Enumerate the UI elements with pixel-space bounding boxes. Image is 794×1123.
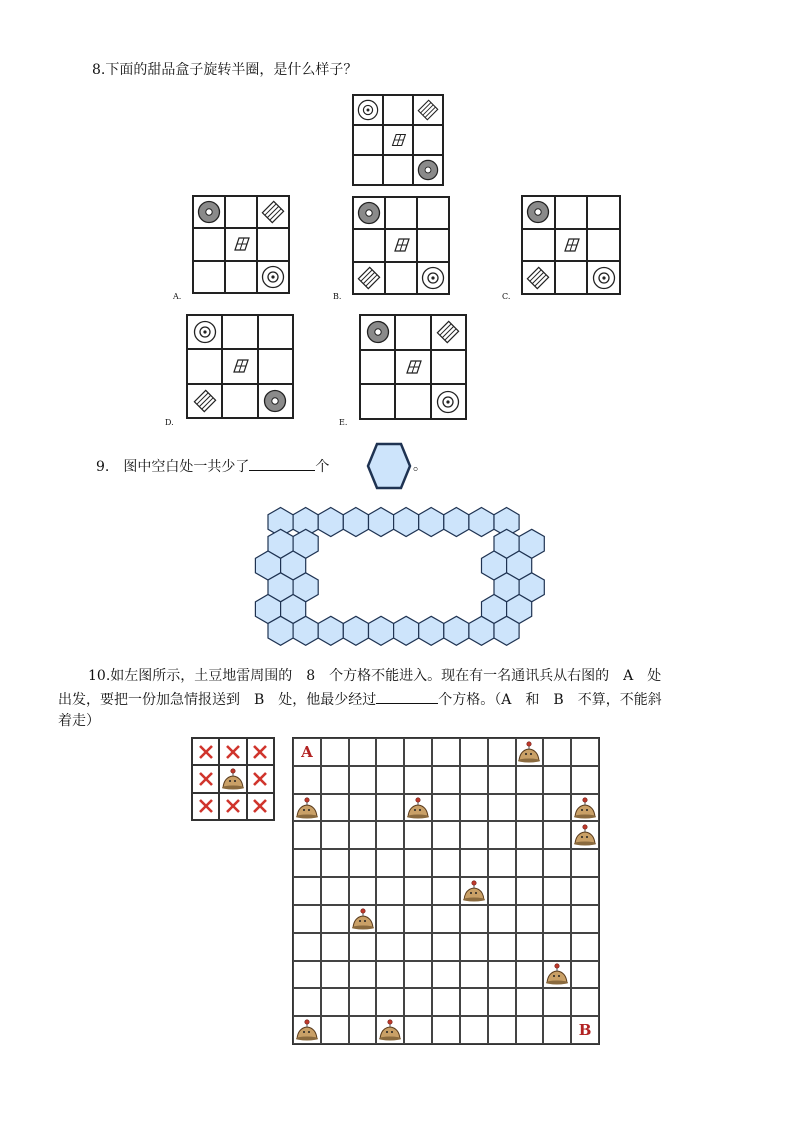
minefield-cell — [460, 794, 488, 822]
grid-cell — [193, 228, 225, 260]
minefield-cell — [571, 988, 599, 1016]
minefield-cell — [460, 849, 488, 877]
minefield-cell — [488, 738, 516, 766]
minefield-cell — [460, 988, 488, 1016]
ring-donut-icon — [436, 390, 460, 414]
minefield-cell — [349, 738, 377, 766]
minefield-cell — [404, 988, 432, 1016]
blocked-x-icon — [192, 793, 219, 820]
minefield-cell — [571, 738, 599, 766]
q10-line2 — [58, 689, 662, 710]
grid-cell — [417, 262, 449, 294]
waffle-icon — [559, 233, 583, 257]
minefield-cell — [293, 766, 321, 794]
grid-cell — [222, 384, 257, 418]
minefield-cell — [571, 766, 599, 794]
q8-option-c-label: C. — [502, 292, 511, 301]
hexagon-cell — [318, 508, 343, 537]
minefield-cell — [516, 794, 544, 822]
grid-cell — [360, 350, 395, 385]
minefield-cell — [571, 933, 599, 961]
minefield-cell — [293, 877, 321, 905]
grid-cell — [193, 196, 225, 228]
grid-cell — [587, 229, 620, 262]
grid-cell — [587, 196, 620, 229]
minefield-cell — [293, 961, 321, 989]
grid-cell — [225, 261, 257, 293]
minefield-cell — [516, 988, 544, 1016]
grid-cell — [258, 315, 293, 349]
blocked-x-icon — [247, 793, 274, 820]
minefield-cell — [460, 1016, 488, 1044]
minefield-cell — [432, 849, 460, 877]
minefield-cell — [349, 877, 377, 905]
grid-cell — [395, 384, 430, 419]
grid-cell — [522, 196, 555, 229]
striped-bar-icon — [526, 266, 550, 290]
grid-cell — [360, 384, 395, 419]
grid-cell — [413, 95, 443, 125]
grid-cell — [587, 261, 620, 294]
minefield-cell — [321, 794, 349, 822]
minefield-cell — [543, 933, 571, 961]
minefield-cell — [404, 1016, 432, 1044]
grid-cell — [383, 95, 413, 125]
potato-mine-icon — [219, 765, 246, 792]
grid-cell — [258, 384, 293, 418]
q9-text — [96, 456, 329, 477]
hexagon-cell — [419, 508, 444, 537]
hexagon-cell — [419, 616, 444, 645]
minefield-cell — [404, 766, 432, 794]
waffle-icon — [387, 129, 409, 151]
grid-cell — [522, 229, 555, 262]
potato-mine-icon — [460, 877, 488, 905]
q8-option-b-label: B. — [333, 292, 342, 301]
hexagon-cell — [394, 508, 419, 537]
grid-cell — [431, 350, 466, 385]
minefield-cell — [460, 766, 488, 794]
striped-bar-icon — [193, 389, 217, 413]
q10-line3: 着走） — [58, 713, 100, 729]
minefield-cell — [349, 1016, 377, 1044]
grey-donut-icon — [417, 159, 439, 181]
mine-zone-grid — [191, 737, 275, 821]
q8-option-a-grid — [192, 195, 290, 294]
grid-cell — [257, 261, 289, 293]
minefield-cell — [516, 877, 544, 905]
blocked-x-icon — [247, 738, 274, 765]
grid-cell — [257, 196, 289, 228]
minefield-cell — [516, 961, 544, 989]
minefield-cell — [488, 766, 516, 794]
minefield-cell — [293, 933, 321, 961]
minefield-cell — [376, 933, 404, 961]
minefield-cell — [432, 905, 460, 933]
minefield-cell — [321, 877, 349, 905]
minefield-cell — [293, 905, 321, 933]
striped-bar-icon — [436, 320, 460, 344]
blocked-x-icon — [192, 765, 219, 792]
minefield-cell — [293, 988, 321, 1016]
minefield-cell — [488, 794, 516, 822]
minefield-cell — [571, 877, 599, 905]
minefield-cell — [571, 905, 599, 933]
potato-mine-icon — [404, 794, 432, 822]
blocked-x-icon — [219, 793, 246, 820]
potato-mine-icon — [293, 1016, 321, 1044]
grid-cell — [222, 315, 257, 349]
grid-cell — [353, 262, 385, 294]
grid-cell — [555, 196, 588, 229]
q8-option-d-label: D. — [165, 418, 174, 427]
q8-option-c-grid — [521, 195, 621, 295]
potato-mine-icon — [543, 961, 571, 989]
minefield-cell — [516, 849, 544, 877]
minefield-cell — [321, 738, 349, 766]
q10-line2b: 个方格。（A 和 B 不算，不能斜 — [438, 692, 662, 708]
minefield-cell — [349, 849, 377, 877]
grid-cell — [431, 315, 466, 350]
grid-cell — [431, 384, 466, 419]
minefield-cell — [376, 905, 404, 933]
minefield-cell — [376, 849, 404, 877]
potato-mine-icon — [349, 905, 377, 933]
grid-cell — [187, 349, 222, 383]
grid-cell — [225, 196, 257, 228]
q9-answer-blank[interactable] — [249, 456, 315, 471]
minefield-cell — [432, 821, 460, 849]
grid-cell — [555, 261, 588, 294]
minefield-cell — [321, 988, 349, 1016]
minefield-cell — [460, 821, 488, 849]
q8-option-b-grid — [352, 196, 450, 295]
minefield-cell — [432, 933, 460, 961]
hexagon-cell — [369, 508, 394, 537]
minefield-cell — [460, 905, 488, 933]
q10-line1: 10.如左图所示，土豆地雷周围的 8 个方格不能进入。现在有一名通讯兵从右图的 A 处 — [88, 668, 662, 684]
minefield-cell — [376, 794, 404, 822]
grid-cell — [353, 95, 383, 125]
minefield-cell — [516, 905, 544, 933]
grid-cell — [413, 125, 443, 155]
grid-cell — [353, 155, 383, 185]
minefield-cell — [404, 738, 432, 766]
minefield-cell — [516, 933, 544, 961]
minefield-cell — [321, 1016, 349, 1044]
minefield-cell — [460, 961, 488, 989]
grey-donut-icon — [197, 200, 221, 224]
grey-donut-icon — [526, 200, 550, 224]
waffle-icon — [401, 355, 425, 379]
minefield-cell — [516, 821, 544, 849]
potato-mine-icon — [571, 794, 599, 822]
blocked-x-icon — [247, 765, 274, 792]
grid-cell — [383, 125, 413, 155]
grid-cell — [383, 155, 413, 185]
ring-donut-icon — [592, 266, 616, 290]
minefield-cell — [543, 1016, 571, 1044]
grid-cell — [257, 228, 289, 260]
waffle-icon — [228, 354, 252, 378]
minefield-cell — [543, 738, 571, 766]
minefield-cell — [488, 933, 516, 961]
q8-option-a-label: A. — [173, 292, 182, 301]
hexagon-cell — [394, 616, 419, 645]
minefield-cell — [404, 905, 432, 933]
minefield-cell — [376, 738, 404, 766]
minefield-cell — [516, 1016, 544, 1044]
end-point-b: B — [578, 1021, 592, 1040]
grid-cell — [395, 315, 430, 350]
grid-cell — [187, 315, 222, 349]
minefield-cell — [349, 766, 377, 794]
minefield-cell — [376, 821, 404, 849]
minefield-cell — [432, 961, 460, 989]
grid-cell — [385, 197, 417, 229]
q10-line2a: 出发，要把一份加急情报送到 B 处，他最少经过 — [58, 692, 377, 708]
minefield-cell — [488, 849, 516, 877]
blocked-x-icon — [219, 738, 246, 765]
hexagon-cell — [444, 508, 469, 537]
q9-end: 。 — [413, 458, 427, 474]
minefield-cell — [293, 821, 321, 849]
minefield-cell — [404, 933, 432, 961]
minefield-cell — [321, 905, 349, 933]
minefield-cell — [571, 1016, 599, 1044]
minefield-cell — [376, 877, 404, 905]
q8-option-d-grid — [186, 314, 294, 419]
minefield-cell — [432, 766, 460, 794]
minefield-cell — [293, 849, 321, 877]
grid-cell — [225, 228, 257, 260]
grid-cell — [353, 229, 385, 261]
minefield-cell — [432, 1016, 460, 1044]
grey-donut-icon — [357, 201, 381, 225]
grid-cell — [385, 229, 417, 261]
minefield-cell — [543, 821, 571, 849]
minefield-cell — [404, 821, 432, 849]
grid-cell — [413, 155, 443, 185]
q10-answer-blank[interactable] — [376, 689, 438, 704]
minefield-cell — [543, 988, 571, 1016]
minefield-cell — [349, 933, 377, 961]
grid-cell — [222, 349, 257, 383]
minefield-cell — [488, 877, 516, 905]
minefield-cell — [321, 849, 349, 877]
minefield-cell — [432, 877, 460, 905]
hexagon-cell — [318, 616, 343, 645]
potato-mine-icon — [376, 1016, 404, 1044]
minefield-cell — [321, 933, 349, 961]
grid-cell — [417, 197, 449, 229]
minefield-cell — [321, 821, 349, 849]
minefield-cell — [432, 988, 460, 1016]
q8-option-e-grid — [359, 314, 467, 420]
grid-cell — [187, 384, 222, 418]
minefield-cell — [488, 1016, 516, 1044]
minefield-cell — [349, 961, 377, 989]
minefield-cell — [321, 766, 349, 794]
grid-cell — [258, 349, 293, 383]
waffle-icon — [389, 233, 413, 257]
minefield-cell — [349, 794, 377, 822]
hexagon-ring-figure — [250, 505, 550, 650]
start-point-a: A — [301, 742, 313, 761]
minefield-cell — [349, 988, 377, 1016]
striped-bar-icon — [261, 200, 285, 224]
q8-original-grid — [352, 94, 444, 186]
q8-option-e-label: E. — [339, 418, 348, 427]
grid-cell — [385, 262, 417, 294]
blocked-x-icon — [192, 738, 219, 765]
minefield-cell — [376, 988, 404, 1016]
minefield-cell — [349, 821, 377, 849]
minefield-cell — [293, 738, 321, 766]
grid-cell — [353, 197, 385, 229]
hexagon-cell — [343, 616, 368, 645]
minefield-cell — [460, 738, 488, 766]
q9-suffix: 个 — [315, 459, 330, 475]
ring-donut-icon — [421, 266, 445, 290]
minefield-cell — [488, 988, 516, 1016]
grid-cell — [360, 315, 395, 350]
hexagon-icon — [366, 442, 412, 490]
minefield-cell — [543, 794, 571, 822]
grey-donut-icon — [263, 389, 287, 413]
hexagon-cell — [444, 616, 469, 645]
potato-mine-icon — [516, 738, 544, 766]
grey-donut-icon — [366, 320, 390, 344]
minefield-cell — [543, 849, 571, 877]
minefield-cell — [543, 766, 571, 794]
minefield-cell — [488, 961, 516, 989]
striped-bar-icon — [357, 266, 381, 290]
minefield-cell — [404, 877, 432, 905]
q9-prefix: 9. 图中空白处一共少了 — [96, 459, 250, 475]
minefield-cell — [404, 849, 432, 877]
minefield-cell — [543, 905, 571, 933]
ring-donut-icon — [193, 320, 217, 344]
minefield-cell — [516, 766, 544, 794]
minefield-cell — [321, 961, 349, 989]
hexagon-cell — [369, 616, 394, 645]
minefield-cell — [432, 738, 460, 766]
grid-cell — [522, 261, 555, 294]
grid-cell — [193, 261, 225, 293]
minefield-cell — [488, 905, 516, 933]
hexagon-cell — [469, 508, 494, 537]
minefield-cell — [376, 766, 404, 794]
minefield-grid — [292, 737, 600, 1045]
minefield-cell — [432, 794, 460, 822]
hexagon-cell — [469, 616, 494, 645]
hexagon-cell — [343, 508, 368, 537]
grid-cell — [353, 125, 383, 155]
grid-cell — [395, 350, 430, 385]
striped-bar-icon — [417, 99, 439, 121]
ring-donut-icon — [357, 99, 379, 121]
q8-text: 8.下面的甜品盒子旋转半圈，是什么样子？ — [92, 62, 358, 78]
minefield-cell — [404, 961, 432, 989]
minefield-cell — [376, 961, 404, 989]
waffle-icon — [229, 232, 253, 256]
grid-cell — [417, 229, 449, 261]
potato-mine-icon — [571, 821, 599, 849]
minefield-cell — [488, 821, 516, 849]
minefield-cell — [571, 961, 599, 989]
ring-donut-icon — [261, 265, 285, 289]
minefield-cell — [460, 933, 488, 961]
potato-mine-icon — [293, 794, 321, 822]
minefield-cell — [543, 877, 571, 905]
minefield-cell — [571, 849, 599, 877]
grid-cell — [555, 229, 588, 262]
